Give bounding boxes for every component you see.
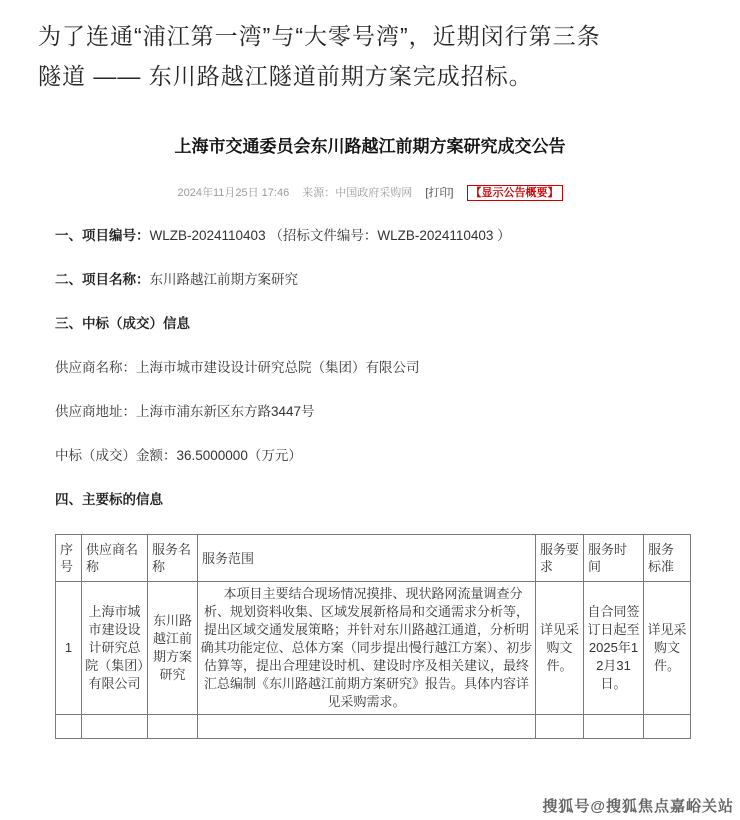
cell-service-scope: 本项目主要结合现场情况摸排、现状路网流量调查分析、规划资料收集、区域发展新格局和交通需求分析等，提出区域交通发展策略；并针对东川路越江通道，分析明确其功能定位、总体方案（同步提出慢行越江方案）、初步估算等，提出合理建设时机、建设时序及相关建议，最终汇总编制《东川路越江前期方案研究》报告。具体内容详见采购需求。: [198, 582, 536, 715]
section-project-number: [55, 228, 740, 244]
cell-supplier: 上海市城市建设设计研究总院（集团）有限公司: [82, 582, 148, 715]
empty-table-row: [56, 715, 691, 739]
award-table-header: [56, 535, 691, 582]
show-summary-link[interactable]: 【显示公告概要】: [467, 185, 563, 201]
table-row: [56, 582, 691, 715]
header-service-scope: 服务范围: [198, 535, 536, 582]
intro-line-2: 隧道 —— 东川路越江隧道前期方案完成招标。: [38, 63, 533, 89]
project-number-value: WLZB-2024110403 （招标文件编号：WLZB-2024110403 ）: [149, 228, 511, 243]
cell-service-requirement: 详见采购文件。: [536, 582, 584, 715]
header-index: 序号: [56, 535, 82, 582]
cell-service-standard: 详见采购文件。: [644, 582, 691, 715]
empty-cell: [536, 715, 584, 739]
empty-cell: [584, 715, 644, 739]
cell-service-time: 自合同签订日起至2025年12月31日。: [584, 582, 644, 715]
project-name-label: 二、项目名称：: [55, 272, 150, 287]
award-table: [55, 534, 691, 739]
cell-service-name: 东川路越江前期方案研究: [148, 582, 198, 715]
empty-cell: [56, 715, 82, 739]
section-main-info-heading: 四、主要标的信息: [55, 492, 163, 507]
publish-datetime: 2024年11月25日 17:46: [177, 187, 290, 199]
intro-paragraph: [38, 16, 702, 96]
meta-line: [0, 184, 740, 200]
section-award-heading: 三、中标（成交）信息: [55, 316, 190, 331]
header-supplier: 供应商名称: [82, 535, 148, 582]
award-amount-line: 中标（成交）金额：36.5000000（万元）: [55, 448, 302, 463]
print-link[interactable]: [打印]: [425, 187, 454, 199]
announcement-body: [55, 228, 740, 508]
intro-line-1: 为了连通“浦江第一湾”与“大零号湾”，近期闵行第三条: [38, 23, 601, 49]
empty-cell: [148, 715, 198, 739]
announcement-title: 上海市交通委员会东川路越江前期方案研究成交公告: [174, 137, 566, 156]
empty-cell: [198, 715, 536, 739]
project-name-value: 东川路越江前期方案研究: [149, 272, 298, 287]
cell-index: 1: [56, 582, 82, 715]
empty-cell: [644, 715, 691, 739]
section-project-name: [55, 272, 740, 288]
header-service-time: 服务时间: [584, 535, 644, 582]
source-label: 来源：中国政府采购网: [302, 187, 413, 199]
supplier-address-line: 供应商地址：上海市浦东新区东方路3447号: [55, 404, 315, 419]
watermark: 搜狐号@搜狐焦点嘉峪关站: [542, 798, 734, 815]
header-service-standard: 服务标准: [644, 535, 691, 582]
empty-cell: [82, 715, 148, 739]
header-service-name: 服务名称: [148, 535, 198, 582]
supplier-name-line: 供应商名称：上海市城市建设设计研究总院（集团）有限公司: [55, 360, 420, 375]
project-number-label: 一、项目编号：: [55, 228, 150, 243]
header-service-requirement: 服务要求: [536, 535, 584, 582]
